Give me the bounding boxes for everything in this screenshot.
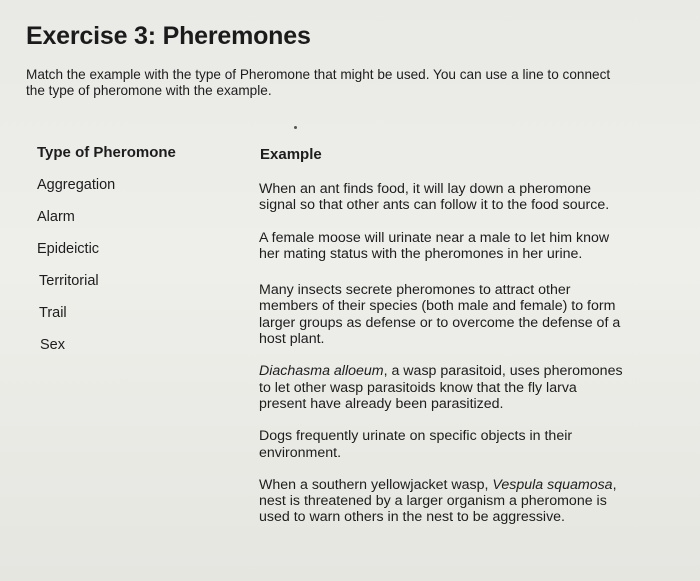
example-text: A female moose will urinate near a male to let him know her mating status with the pheromones in her urine. <box>259 229 610 262</box>
species-name: Vespula squamosa <box>492 476 613 493</box>
pheromone-type-list <box>37 176 115 368</box>
example-text: Many insects secrete pheromones to attract other members of their species (both male and female) to form larger groups as defense or to overcome the defense of a host plant. <box>259 282 621 348</box>
type-item-territorial: Territorial <box>39 273 99 289</box>
example-item-wasp-parasitoid <box>259 363 624 412</box>
page-title: Exercise 3: Pheremones <box>26 22 311 50</box>
type-item-trail: Trail <box>39 305 67 321</box>
type-column-header: Type of Pheromone <box>37 144 176 161</box>
example-text: When an ant finds food, it will lay down a pheromone signal so that other ants can follow it to the food source. <box>259 181 610 214</box>
instructions-text: Match the example with the type of Pheromone that might be used. You can use a line to connect the type of pheromone with the example. <box>26 67 611 98</box>
example-item-ant-trail <box>259 181 624 214</box>
example-text-rest: , a wasp parasitoid, uses pheromones to let other wasp parasitoids know that the fly larva present have already been parasitized. <box>259 363 623 412</box>
stray-mark <box>294 126 297 129</box>
species-name: Diachasma alloeum <box>259 363 384 380</box>
type-item-alarm: Alarm <box>37 209 75 225</box>
example-item-insect-groups <box>259 282 624 347</box>
example-text-start: When a southern yellowjacket wasp, <box>259 476 493 493</box>
example-text <box>259 477 624 526</box>
type-item-epideictic: Epideictic <box>37 241 100 257</box>
example-item-dogs <box>259 428 624 461</box>
example-text <box>259 363 624 412</box>
example-item-moose <box>259 230 624 263</box>
example-item-yellowjacket <box>259 477 624 526</box>
example-list <box>259 181 624 526</box>
type-item-sex: Sex <box>40 337 65 353</box>
type-item-aggregation: Aggregation <box>37 177 116 193</box>
example-column-header: Example <box>260 146 322 163</box>
example-text-end: , nest is threatened by a larger organism a pheromone is used to warn others in the nest to be aggressive. <box>259 476 617 526</box>
example-text: Dogs frequently urinate on specific objects in their environment. <box>259 428 573 461</box>
